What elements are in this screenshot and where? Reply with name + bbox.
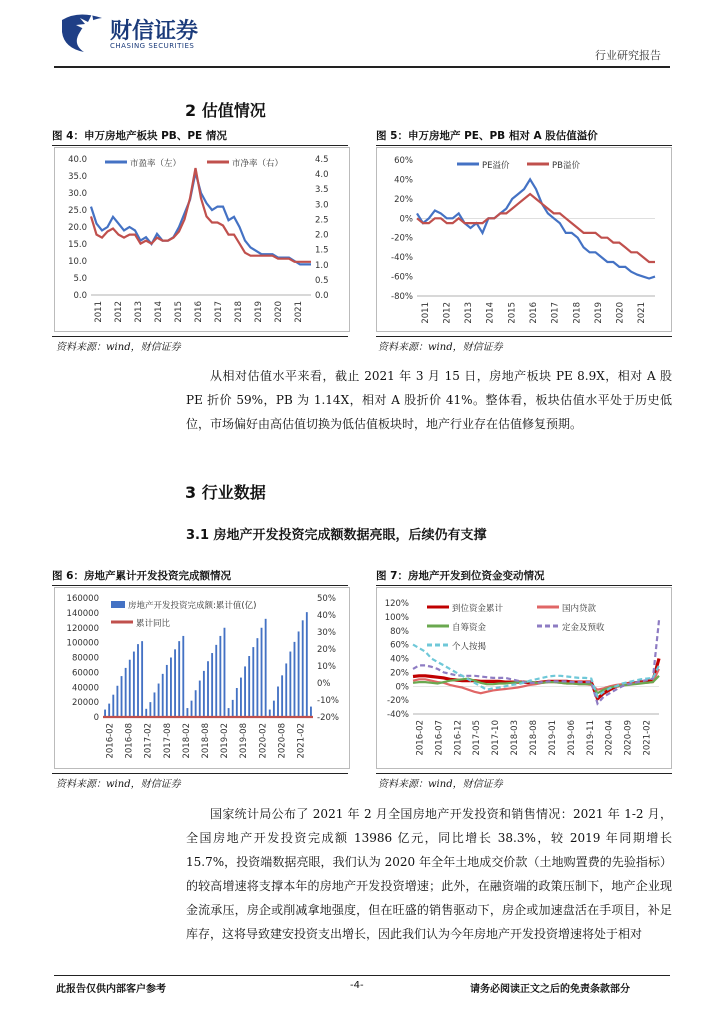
series-line xyxy=(417,179,655,278)
bar xyxy=(199,681,201,717)
bar xyxy=(289,652,291,717)
y-tick-label: 4.5 xyxy=(315,155,329,165)
footer-rule xyxy=(54,975,670,976)
y-tick-label: 10% xyxy=(317,662,336,672)
bar xyxy=(158,684,160,717)
x-tick-label: 2018-03 xyxy=(510,720,521,756)
x-tick-label: 2015 xyxy=(507,302,518,324)
x-tick-label: 2013 xyxy=(464,302,475,324)
bar xyxy=(294,642,296,717)
bar xyxy=(252,647,254,717)
x-tick-label: 2019 xyxy=(254,301,264,323)
logo-name: 财信证券 xyxy=(110,19,199,44)
bar xyxy=(277,687,279,717)
figure-caption: 图 6：房地产累计开发投资完成额情况 xyxy=(52,570,231,582)
y-tick-label: 4.0 xyxy=(315,170,329,181)
body-paragraph: 国家统计局公布了 2021 年 2 月全国房地产开发投资和销售情况：2021 年 1-2 月，全国房地产开发投资完成额 13986 亿元，同比增长 38.3%，较 2019 年同期增长 15.7%，投资端数据亮眼，我们认为 2020 年全年土地成交价款（土地购置费的先验指标）的较高增速将支撑本年的房地产开发投资增速；此外，在融资端的政策压制下，地产企业现金流承压，房企或削减拿地强度，但在旺盛的销售驱动下，房企或加速盘活在手项目，补足库存，这将导致建安投资支出增长，因此我们认为今年房地产开发投资增速将处于相对 xyxy=(186,807,672,941)
y-tick-label: 20% xyxy=(317,645,336,655)
subsection-title: 3.1 房地产开发投资完成额数据亮眼，后续仍有支撑 xyxy=(186,528,487,543)
series-line xyxy=(413,645,659,697)
bar xyxy=(191,701,193,717)
x-tick-label: 2016-07 xyxy=(434,720,445,756)
x-tick-label: 2019-06 xyxy=(566,720,577,756)
series-line xyxy=(417,194,655,262)
y-tick-label: 60000 xyxy=(71,668,99,679)
figure-source: 资料来源：wind，财信证券 xyxy=(378,779,503,790)
y-tick-label: 140000 xyxy=(66,608,99,619)
legend-swatch xyxy=(111,601,125,608)
y-tick-label: 120000 xyxy=(66,623,99,634)
bar xyxy=(186,708,188,717)
x-tick-label: 2019-08 xyxy=(239,723,250,759)
chart-investment xyxy=(54,587,350,769)
legend-label: 房地产开发投资完成额:累计值(亿) xyxy=(128,601,257,611)
x-tick-label: 2017-10 xyxy=(491,720,502,756)
bar xyxy=(269,710,271,717)
y-tick-label: 0.5 xyxy=(315,275,329,286)
header-rule xyxy=(54,66,670,68)
source-rule xyxy=(52,773,348,774)
bar xyxy=(232,700,234,717)
x-tick-label: 2018 xyxy=(234,301,244,323)
bar xyxy=(207,661,209,717)
bar xyxy=(137,644,139,717)
y-tick-label: 20000 xyxy=(71,698,99,709)
section-title: 3 行业数据 xyxy=(185,483,266,502)
legend-label: 到位资金累计 xyxy=(452,604,504,614)
chart-premium xyxy=(376,147,672,332)
y-tick-label: 0.0 xyxy=(315,291,329,301)
bar xyxy=(104,710,106,717)
y-tick-label: 40.0 xyxy=(68,155,87,165)
y-tick-label: 160000 xyxy=(66,594,99,604)
x-tick-label: 2019-02 xyxy=(220,723,231,759)
bar xyxy=(236,688,238,717)
report-type: 行业研究报告 xyxy=(595,49,661,62)
y-tick-label: -20% xyxy=(387,696,409,707)
legend-label: 累计同比 xyxy=(136,619,171,629)
x-tick-label: 2021-02 xyxy=(642,720,653,756)
bar xyxy=(265,619,267,717)
x-tick-label: 2012 xyxy=(114,301,124,323)
y-tick-label: -10% xyxy=(317,696,339,706)
bar xyxy=(121,676,123,717)
y-tick-label: 20.0 xyxy=(68,223,87,233)
bar xyxy=(261,628,263,717)
body-paragraph: 从相对估值水平来看，截止 2021 年 3 月 15 日，房地产板块 PE 8.9X，相对 A 股 PE 折价 59%，PB 为 1.14X，相对 A 股折价 41%。整体看，板块估值水平处于历史低位，市场偏好由高估值切换为低估值板块时，地产行业存在估值修复预期。 xyxy=(186,369,672,431)
bar xyxy=(228,708,230,717)
x-tick-label: 2017-05 xyxy=(472,720,483,756)
caption-rule xyxy=(376,145,672,146)
bar xyxy=(248,656,250,717)
chart-pe-pb xyxy=(54,147,350,332)
bar xyxy=(244,666,246,717)
y-tick-label: 40000 xyxy=(71,683,99,694)
bar xyxy=(133,652,135,717)
y-tick-label: 40% xyxy=(317,611,336,621)
bar xyxy=(125,668,127,717)
y-tick-label: -80% xyxy=(391,292,413,302)
bar xyxy=(302,620,304,717)
x-tick-label: 2020-09 xyxy=(623,720,634,756)
bar xyxy=(162,674,164,717)
y-tick-label: 30.0 xyxy=(68,189,87,199)
y-tick-label: 30% xyxy=(317,628,336,638)
y-tick-label: -20% xyxy=(391,233,413,244)
y-tick-label: 1.5 xyxy=(315,245,329,256)
y-tick-label: 5.0 xyxy=(73,274,87,284)
x-tick-label: 2017 xyxy=(214,301,224,323)
bar xyxy=(285,663,287,717)
y-tick-label: 0% xyxy=(317,679,331,689)
source-rule xyxy=(376,336,672,337)
caption-rule xyxy=(52,145,348,146)
x-tick-label: 2019-11 xyxy=(585,720,596,756)
y-tick-label: 0.0 xyxy=(73,291,87,301)
x-tick-label: 2020 xyxy=(615,302,626,324)
x-tick-label: 2020 xyxy=(274,301,284,323)
x-tick-label: 2016-08 xyxy=(124,723,135,759)
bar xyxy=(108,704,110,717)
series-line xyxy=(91,168,311,262)
y-tick-label: -40% xyxy=(387,710,409,720)
series-line xyxy=(413,620,659,703)
x-tick-label: 2019-01 xyxy=(547,720,558,756)
source-rule xyxy=(52,336,348,337)
y-tick-label: 40% xyxy=(390,654,409,665)
page-number: -4- xyxy=(350,980,364,991)
legend-label: 定金及预收 xyxy=(562,623,605,633)
y-tick-label: 35.0 xyxy=(68,172,87,182)
footer-left: 此报告仅供内部客户参考 xyxy=(56,984,166,995)
y-tick-label: 80000 xyxy=(71,653,99,664)
bar xyxy=(141,641,143,717)
bar xyxy=(240,678,242,717)
bar xyxy=(273,701,275,717)
y-tick-label: 0 xyxy=(93,713,99,723)
y-tick-label: 40% xyxy=(394,175,413,186)
logo-subtitle: CHASING SECURITIES xyxy=(110,42,195,50)
bar xyxy=(129,660,131,717)
y-tick-label: 0% xyxy=(399,214,413,225)
y-tick-label: 100% xyxy=(384,612,409,623)
x-tick-label: 2014 xyxy=(485,302,496,324)
legend-label: 个人按揭 xyxy=(452,642,487,652)
x-tick-label: 2016-02 xyxy=(105,723,116,759)
legend-label: PB溢价 xyxy=(552,161,580,171)
bar xyxy=(219,636,221,717)
x-tick-label: 2017-08 xyxy=(162,723,173,759)
figure-source: 资料来源：wind，财信证券 xyxy=(56,342,181,353)
bar xyxy=(298,631,300,717)
x-tick-label: 2020-02 xyxy=(258,723,269,759)
y-tick-label: 120% xyxy=(384,599,409,609)
y-tick-label: 60% xyxy=(394,156,413,166)
x-tick-label: 2014 xyxy=(154,301,164,323)
y-tick-label: 3.0 xyxy=(315,200,329,211)
x-tick-label: 2017-02 xyxy=(143,723,154,759)
y-tick-label: 20% xyxy=(394,194,413,205)
y-tick-label: 1.0 xyxy=(315,260,329,271)
y-tick-label: 80% xyxy=(390,626,409,637)
x-tick-label: 2018-02 xyxy=(181,723,192,759)
bar xyxy=(178,641,180,717)
bar xyxy=(116,686,118,717)
bar xyxy=(145,709,147,717)
bar xyxy=(211,653,213,717)
footer-right: 请务必阅读正文之后的免责条款部分 xyxy=(470,984,630,995)
bar xyxy=(203,671,205,717)
y-tick-label: 3.5 xyxy=(315,185,329,196)
section-title: 2 估值情况 xyxy=(185,101,266,120)
x-tick-label: 2011 xyxy=(420,302,431,324)
y-tick-label: 2.5 xyxy=(315,215,329,226)
bar xyxy=(166,665,168,717)
x-tick-label: 2017 xyxy=(550,302,561,324)
x-tick-label: 2016-12 xyxy=(453,720,464,756)
legend-label: 市盈率（左） xyxy=(130,159,182,169)
x-tick-label: 2021-02 xyxy=(296,723,307,759)
x-tick-label: 2021 xyxy=(637,302,648,324)
x-tick-label: 2016 xyxy=(194,301,204,323)
bar xyxy=(154,692,156,717)
legend-label: 国内贷款 xyxy=(562,604,597,614)
figure-caption: 图 7：房地产开发到位资金变动情况 xyxy=(376,570,545,582)
x-tick-label: 2013 xyxy=(134,301,144,323)
y-tick-label: 10.0 xyxy=(68,257,87,267)
bar xyxy=(256,638,258,717)
y-tick-label: -40% xyxy=(391,253,413,264)
y-tick-label: 60% xyxy=(390,640,409,651)
figure-source: 资料来源：wind，财信证券 xyxy=(56,779,181,790)
x-tick-label: 2012 xyxy=(442,302,453,324)
y-tick-label: 15.0 xyxy=(68,240,87,250)
y-tick-label: 2.0 xyxy=(315,230,329,241)
x-tick-label: 2020-08 xyxy=(277,723,288,759)
y-tick-label: 20% xyxy=(390,668,409,679)
source-rule xyxy=(376,773,672,774)
bar xyxy=(112,695,114,717)
series-line xyxy=(91,173,311,265)
x-tick-label: 2018-08 xyxy=(201,723,211,759)
caption-rule xyxy=(376,585,672,586)
bar xyxy=(182,636,184,717)
legend-label: PE溢价 xyxy=(482,161,510,171)
y-tick-label: 0% xyxy=(395,682,409,693)
x-tick-label: 2021 xyxy=(294,301,304,323)
y-tick-label: 50% xyxy=(317,594,336,604)
figure-caption: 图 4：申万房地产板块 PB、PE 情况 xyxy=(52,130,227,142)
figure-caption: 图 5：申万房地产 PE、PB 相对 A 股估值溢价 xyxy=(376,130,598,142)
x-tick-label: 2016 xyxy=(529,302,539,324)
y-tick-label: 25.0 xyxy=(68,206,87,216)
legend-label: 市净率（右） xyxy=(232,159,284,169)
x-tick-label: 2018 xyxy=(572,302,583,324)
bar xyxy=(195,690,197,717)
bar xyxy=(310,707,312,717)
bar xyxy=(215,645,217,717)
x-tick-label: 2020-04 xyxy=(604,720,615,756)
company-logo-icon xyxy=(58,12,106,54)
caption-rule xyxy=(52,585,348,586)
bar xyxy=(149,702,151,717)
figure-source: 资料来源：wind，财信证券 xyxy=(378,342,503,353)
chart-funding xyxy=(376,587,672,769)
y-tick-label: -60% xyxy=(391,272,413,283)
bar xyxy=(174,649,176,717)
bar xyxy=(170,658,172,718)
bar xyxy=(281,675,283,717)
bar xyxy=(224,628,226,717)
x-tick-label: 2011 xyxy=(94,301,104,323)
legend-label: 自筹资金 xyxy=(452,623,487,633)
x-tick-label: 2016-02 xyxy=(415,720,426,756)
bar xyxy=(306,612,308,717)
y-tick-label: -20% xyxy=(317,713,339,723)
x-tick-label: 2018-08 xyxy=(529,720,539,756)
y-tick-label: 100000 xyxy=(66,638,99,649)
x-tick-label: 2015 xyxy=(174,301,184,323)
x-tick-label: 2019 xyxy=(593,302,604,324)
